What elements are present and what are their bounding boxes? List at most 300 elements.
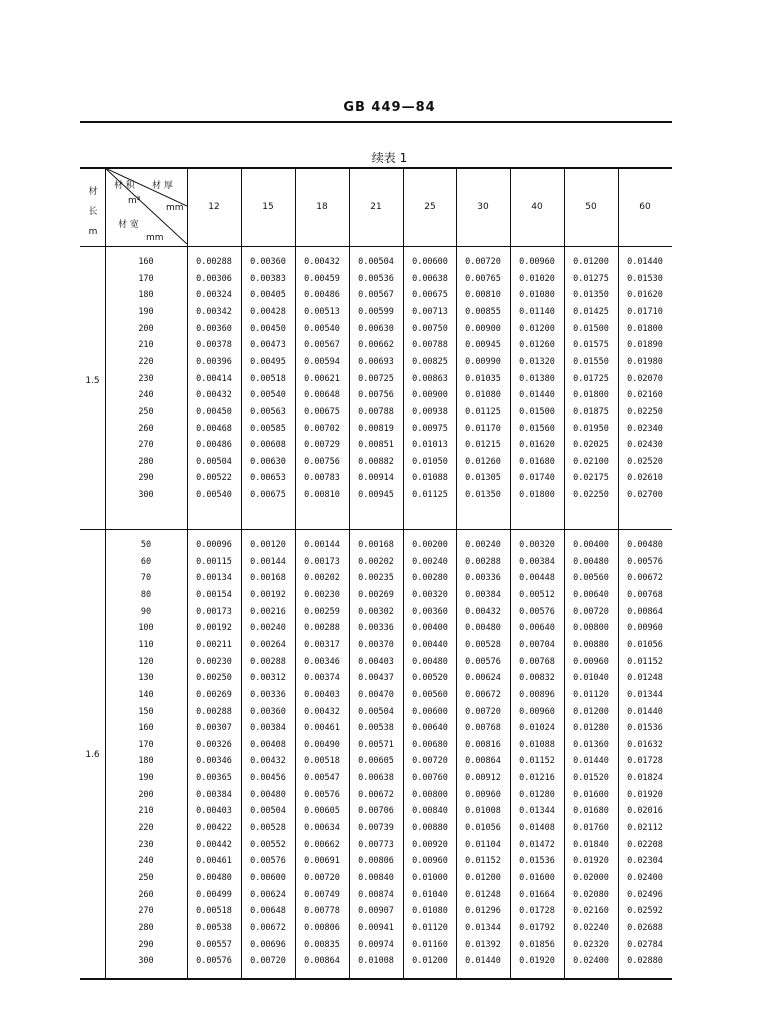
table-row (105, 540, 672, 556)
volume-cell: 0.00640 (412, 723, 448, 734)
volume-cell: 0.00605 (304, 806, 340, 817)
width-cell: 90 (140, 606, 152, 617)
volume-cell: 0.00882 (358, 456, 394, 467)
volume-cell: 0.01440 (573, 756, 609, 767)
volume-cell: 0.01000 (412, 873, 448, 883)
width-cell: 150 (138, 706, 154, 717)
volume-cell: 0.01152 (627, 656, 663, 667)
volume-cell: 0.00405 (250, 290, 286, 301)
volume-cell: 0.01620 (627, 290, 663, 301)
volume-cell: 0.00173 (196, 606, 232, 617)
volume-cell: 0.01530 (627, 273, 663, 284)
volume-cell: 0.00192 (250, 589, 286, 600)
volume-cell: 0.01800 (573, 390, 609, 401)
volume-cell: 0.00739 (358, 823, 394, 834)
volume-cell: 0.00396 (196, 356, 232, 367)
table-row (105, 340, 672, 356)
thickness-header: 12 (208, 202, 220, 212)
volume-cell: 0.00468 (196, 423, 232, 434)
volume-cell: 0.00819 (358, 423, 394, 434)
volume-cell: 0.00403 (196, 806, 232, 817)
volume-cell: 0.00975 (412, 423, 448, 434)
volume-cell: 0.00713 (412, 306, 448, 317)
volume-cell: 0.01056 (465, 823, 501, 834)
volume-cell: 0.00653 (250, 473, 286, 484)
volume-cell: 0.01080 (412, 906, 448, 917)
volume-cell: 0.00778 (304, 906, 340, 917)
volume-cell: 0.00945 (465, 340, 501, 351)
volume-cell: 0.01280 (519, 789, 555, 800)
volume-cell: 0.00144 (250, 556, 286, 567)
volume-cell: 0.00638 (358, 773, 394, 784)
volume-cell: 0.00240 (412, 556, 448, 567)
volume-cell: 0.00459 (304, 273, 340, 284)
width-cell: 130 (138, 673, 154, 684)
volume-cell: 0.00320 (519, 540, 555, 550)
length-label: 1.6 (85, 750, 100, 761)
volume-cell: 0.00900 (465, 323, 501, 334)
volume-cell: 0.00306 (196, 273, 232, 284)
volume-cell: 0.00600 (250, 873, 286, 883)
volume-cell: 0.00202 (304, 573, 340, 584)
volume-cell: 0.01344 (519, 806, 555, 817)
volume-cell: 0.00115 (196, 556, 232, 567)
volume-cell: 0.00403 (358, 656, 394, 667)
volume-cell: 0.01560 (519, 423, 555, 434)
volume-cell: 0.00634 (304, 823, 340, 834)
volume-cell: 0.01620 (519, 440, 555, 451)
volume-cell: 0.02880 (627, 956, 663, 967)
volume-cell: 0.00864 (465, 756, 501, 767)
volume-cell: 0.01125 (465, 406, 501, 417)
table-row (105, 407, 672, 423)
volume-cell: 0.01728 (627, 756, 663, 767)
volume-cell: 0.00480 (627, 540, 663, 550)
volume-cell: 0.00480 (412, 656, 448, 667)
volume-cell: 0.01008 (465, 806, 501, 817)
volume-cell: 0.02400 (627, 873, 663, 883)
volume-cell: 0.00720 (412, 756, 448, 767)
volume-cell: 0.00624 (465, 673, 501, 684)
table-row (105, 756, 672, 772)
volume-cell: 0.00608 (250, 440, 286, 451)
table-row (105, 690, 672, 706)
volume-cell: 0.00240 (250, 623, 286, 634)
volume-cell: 0.00360 (196, 323, 232, 334)
volume-cell: 0.01950 (573, 423, 609, 434)
thickness-header: 21 (370, 202, 382, 212)
width-cell: 280 (138, 922, 154, 933)
volume-cell: 0.00560 (573, 573, 609, 584)
volume-cell: 0.00317 (304, 639, 340, 650)
width-cell: 270 (138, 906, 154, 917)
volume-cell: 0.00693 (358, 356, 394, 367)
volume-cell: 0.00504 (358, 257, 394, 267)
table-row (105, 623, 672, 639)
volume-cell: 0.00499 (196, 889, 232, 900)
table-row (105, 773, 672, 789)
width-cell: 120 (138, 656, 154, 667)
volume-cell: 0.02400 (573, 956, 609, 967)
volume-cell: 0.00288 (304, 623, 340, 634)
volume-cell: 0.00720 (465, 257, 501, 267)
width-cell: 220 (138, 823, 154, 834)
width-cell: 200 (138, 323, 154, 334)
thickness-header: 18 (316, 202, 328, 212)
width-cell: 200 (138, 789, 154, 800)
thickness-axis-label: 材 厚 (152, 181, 173, 191)
volume-cell: 0.00461 (196, 856, 232, 867)
volume-cell: 0.00621 (304, 373, 340, 384)
volume-cell: 0.00563 (250, 406, 286, 417)
length-axis-label: 材 长 m (88, 187, 98, 237)
volume-cell: 0.00432 (304, 706, 340, 717)
width-cell: 170 (138, 273, 154, 284)
volume-cell: 0.00120 (250, 540, 286, 550)
volume-cell: 0.00320 (412, 589, 448, 600)
table-row (105, 357, 672, 373)
volume-cell: 0.00605 (358, 756, 394, 767)
table-row (105, 457, 672, 473)
table-row (105, 274, 672, 290)
volume-cell: 0.00408 (250, 739, 286, 750)
volume-cell: 0.01216 (519, 773, 555, 784)
volume-cell: 0.00810 (465, 290, 501, 301)
volume-cell: 0.00144 (304, 540, 340, 550)
volume-cell: 0.01550 (573, 356, 609, 367)
volume-cell: 0.00168 (358, 540, 394, 550)
thickness-header: 25 (424, 202, 436, 212)
volume-cell: 0.00540 (304, 323, 340, 334)
width-cell: 80 (140, 589, 152, 600)
width-cell: 100 (138, 623, 154, 634)
volume-cell: 0.02175 (573, 473, 609, 484)
width-cell: 260 (138, 423, 154, 434)
volume-cell: 0.01035 (465, 373, 501, 384)
volume-cell: 0.00403 (304, 689, 340, 700)
volume-cell: 0.00756 (304, 456, 340, 467)
volume-cell: 0.00280 (412, 573, 448, 584)
volume-cell: 0.00202 (358, 556, 394, 567)
volume-cell: 0.00528 (465, 639, 501, 650)
volume-cell: 0.00342 (196, 306, 232, 317)
volume-cell: 0.00840 (412, 806, 448, 817)
volume-cell: 0.00504 (358, 706, 394, 717)
volume-cell: 0.00288 (250, 656, 286, 667)
volume-cell: 0.00552 (250, 839, 286, 850)
volume-cell: 0.02112 (627, 823, 663, 834)
volume-cell: 0.01632 (627, 739, 663, 750)
volume-cell: 0.01013 (412, 440, 448, 451)
volume-cell: 0.02070 (627, 373, 663, 384)
volume-cell: 0.00765 (465, 273, 501, 284)
volume-label: 材 积 (114, 181, 135, 191)
volume-cell: 0.00800 (573, 623, 609, 634)
volume-cell: 0.00264 (250, 639, 286, 650)
volume-cell: 0.00720 (465, 706, 501, 717)
volume-cell: 0.00192 (196, 623, 232, 634)
volume-cell: 0.00336 (250, 689, 286, 700)
volume-cell: 0.00414 (196, 373, 232, 384)
volume-cell: 0.00600 (412, 706, 448, 717)
volume-cell: 0.00360 (412, 606, 448, 617)
volume-cell: 0.00230 (304, 589, 340, 600)
length-label: 1.5 (85, 375, 100, 386)
volume-cell: 0.00680 (412, 739, 448, 750)
volume-cell: 0.00675 (412, 290, 448, 301)
volume-cell: 0.00672 (250, 922, 286, 933)
volume-cell: 0.02016 (627, 806, 663, 817)
volume-cell: 0.01120 (412, 922, 448, 933)
volume-cell: 0.00538 (358, 723, 394, 734)
volume-cell: 0.00576 (519, 606, 555, 617)
volume-cell: 0.00675 (304, 406, 340, 417)
table-row (105, 324, 672, 340)
volume-cell: 0.01360 (573, 739, 609, 750)
volume-cell: 0.00855 (465, 306, 501, 317)
volume-cell: 0.00788 (412, 340, 448, 351)
volume-cell: 0.00567 (304, 340, 340, 351)
volume-cell: 0.00518 (196, 906, 232, 917)
volume-cell: 0.00594 (304, 356, 340, 367)
volume-cell: 0.01500 (519, 406, 555, 417)
volume-cell: 0.00400 (573, 540, 609, 550)
volume-cell: 0.00880 (412, 823, 448, 834)
volume-cell: 0.00456 (250, 773, 286, 784)
volume-cell: 0.00518 (250, 373, 286, 384)
volume-cell: 0.01215 (465, 440, 501, 451)
volume-cell: 0.00576 (465, 656, 501, 667)
width-cell: 180 (138, 756, 154, 767)
volume-cell: 0.01875 (573, 406, 609, 417)
volume-cell: 0.00576 (250, 856, 286, 867)
volume-cell: 0.00512 (519, 589, 555, 600)
volume-cell: 0.01856 (519, 939, 555, 950)
table-row (105, 840, 672, 856)
thickness-header: 50 (585, 202, 597, 212)
width-cell: 290 (138, 939, 154, 950)
volume-cell: 0.00200 (412, 540, 448, 550)
volume-cell: 0.01080 (519, 290, 555, 301)
thickness-header: 60 (639, 202, 651, 212)
width-cell: 180 (138, 290, 154, 301)
volume-cell: 0.00706 (358, 806, 394, 817)
width-cell: 290 (138, 473, 154, 484)
volume-cell: 0.00288 (465, 556, 501, 567)
thickness-header: 30 (477, 202, 489, 212)
volume-cell: 0.00211 (196, 639, 232, 650)
volume-cell: 0.02160 (627, 390, 663, 401)
volume-cell: 0.00422 (196, 823, 232, 834)
volume-cell: 0.00576 (304, 789, 340, 800)
volume-cell: 0.02688 (627, 922, 663, 933)
volume-cell: 0.02240 (573, 922, 609, 933)
volume-cell: 0.02784 (627, 939, 663, 950)
volume-cell: 0.01408 (519, 823, 555, 834)
volume-cell: 0.00480 (465, 623, 501, 634)
volume-cell: 0.02000 (573, 873, 609, 883)
volume-cell: 0.01120 (573, 689, 609, 700)
volume-cell: 0.00383 (250, 273, 286, 284)
volume-cell: 0.00800 (412, 789, 448, 800)
table-row (105, 723, 672, 739)
volume-cell: 0.00662 (304, 839, 340, 850)
volume-cell: 0.00990 (465, 356, 501, 367)
volume-cell: 0.00567 (358, 290, 394, 301)
volume-cell: 0.00269 (358, 589, 394, 600)
volume-cell: 0.01680 (573, 806, 609, 817)
volume-cell: 0.00134 (196, 573, 232, 584)
volume-cell: 0.00788 (358, 406, 394, 417)
volume-cell: 0.00250 (196, 673, 232, 684)
volume-cell: 0.00806 (304, 922, 340, 933)
volume-cell: 0.00874 (358, 889, 394, 900)
volume-cell: 0.00154 (196, 589, 232, 600)
volume-cell: 0.00365 (196, 773, 232, 784)
volume-cell: 0.01350 (573, 290, 609, 301)
volume-cell: 0.01344 (465, 922, 501, 933)
volume-cell: 0.02320 (573, 939, 609, 950)
volume-cell: 0.00540 (196, 490, 232, 501)
volume-cell: 0.00938 (412, 406, 448, 417)
table-row (105, 856, 672, 872)
table-row (105, 823, 672, 839)
volume-cell: 0.00216 (250, 606, 286, 617)
volume-cell: 0.00768 (627, 589, 663, 600)
volume-cell: 0.00288 (196, 706, 232, 717)
volume-cell: 0.01920 (627, 789, 663, 800)
volume-cell: 0.00346 (304, 656, 340, 667)
volume-cell: 0.00230 (196, 656, 232, 667)
volume-cell: 0.00432 (196, 390, 232, 401)
volume-cell: 0.00432 (304, 257, 340, 267)
volume-cell: 0.02700 (627, 490, 663, 501)
volume-cell: 0.00480 (250, 789, 286, 800)
volume-cell: 0.00473 (250, 340, 286, 351)
volume-cell: 0.00557 (196, 939, 232, 950)
volume-cell: 0.01040 (573, 673, 609, 684)
volume-cell: 0.01920 (519, 956, 555, 967)
table-row (105, 657, 672, 673)
table-row (105, 307, 672, 323)
volume-cell: 0.00783 (304, 473, 340, 484)
volume-cell: 0.00696 (250, 939, 286, 950)
width-cell: 190 (138, 306, 154, 317)
volume-cell: 0.01260 (465, 456, 501, 467)
table-row (105, 473, 672, 489)
volume-cell: 0.01725 (573, 373, 609, 384)
table-row (105, 374, 672, 390)
volume-cell: 0.00360 (250, 257, 286, 267)
volume-cell: 0.01200 (412, 956, 448, 967)
width-cell: 60 (140, 556, 152, 567)
volume-cell: 0.00720 (573, 606, 609, 617)
volume-cell: 0.00576 (627, 556, 663, 567)
volume-cell: 0.01160 (412, 939, 448, 950)
document-code: GB 449—84 (343, 100, 436, 115)
volume-cell: 0.01520 (573, 773, 609, 784)
width-cell: 280 (138, 456, 154, 467)
volume-cell: 0.00540 (250, 390, 286, 401)
thickness-header: 15 (262, 202, 274, 212)
volume-cell: 0.00662 (358, 340, 394, 351)
volume-cell: 0.02592 (627, 906, 663, 917)
volume-cell: 0.01170 (465, 423, 501, 434)
volume-cell: 0.00168 (250, 573, 286, 584)
width-cell: 110 (138, 639, 154, 650)
volume-cell: 0.00907 (358, 906, 394, 917)
volume-cell: 0.00691 (304, 856, 340, 867)
volume-cell: 0.00864 (627, 606, 663, 617)
volume-cell: 0.00640 (573, 589, 609, 600)
volume-cell: 0.00749 (304, 889, 340, 900)
volume-cell: 0.00486 (304, 290, 340, 301)
volume-cell: 0.01392 (465, 939, 501, 950)
volume-cell: 0.01536 (627, 723, 663, 734)
volume-cell: 0.01140 (519, 306, 555, 317)
volume-unit: m³ (128, 196, 141, 206)
volume-cell: 0.01088 (519, 739, 555, 750)
volume-cell: 0.00974 (358, 939, 394, 950)
width-cell: 300 (138, 956, 154, 967)
width-cell: 300 (138, 490, 154, 501)
volume-cell: 0.01792 (519, 922, 555, 933)
volume-cell: 0.00346 (196, 756, 232, 767)
volume-cell: 0.00440 (412, 639, 448, 650)
volume-cell: 0.00480 (573, 556, 609, 567)
width-cell: 160 (138, 257, 154, 267)
volume-cell: 0.00835 (304, 939, 340, 950)
volume-cell: 0.01425 (573, 306, 609, 317)
volume-cell: 0.02080 (573, 889, 609, 900)
volume-cell: 0.01890 (627, 340, 663, 351)
volume-cell: 0.01056 (627, 639, 663, 650)
volume-cell: 0.00370 (358, 639, 394, 650)
volume-cell: 0.01260 (519, 340, 555, 351)
volume-cell: 0.01728 (519, 906, 555, 917)
volume-cell: 0.00704 (519, 639, 555, 650)
volume-cell: 0.00912 (465, 773, 501, 784)
volume-cell: 0.00302 (358, 606, 394, 617)
volume-cell: 0.01296 (465, 906, 501, 917)
volume-cell: 0.01500 (573, 323, 609, 334)
volume-cell: 0.00378 (196, 340, 232, 351)
volume-cell: 0.01125 (412, 490, 448, 501)
width-cell: 70 (140, 573, 152, 584)
volume-cell: 0.02520 (627, 456, 663, 467)
volume-cell: 0.01440 (465, 956, 501, 967)
volume-cell: 0.00269 (196, 689, 232, 700)
volume-cell: 0.00470 (358, 689, 394, 700)
volume-cell: 0.00920 (412, 839, 448, 850)
table-row (105, 290, 672, 306)
volume-cell: 0.00941 (358, 922, 394, 933)
volume-cell: 0.00384 (196, 789, 232, 800)
volume-cell: 0.01248 (465, 889, 501, 900)
volume-cell: 0.00630 (250, 456, 286, 467)
volume-cell: 0.00450 (196, 406, 232, 417)
volume-cell: 0.00675 (250, 490, 286, 501)
volume-cell: 0.01088 (412, 473, 448, 484)
table-row (105, 906, 672, 922)
width-cell: 210 (138, 806, 154, 817)
volume-cell: 0.00480 (196, 873, 232, 883)
volume-cell: 0.01740 (519, 473, 555, 484)
volume-cell: 0.00896 (519, 689, 555, 700)
volume-cell: 0.00630 (358, 323, 394, 334)
volume-cell: 0.02250 (573, 490, 609, 501)
volume-cell: 0.00490 (304, 739, 340, 750)
